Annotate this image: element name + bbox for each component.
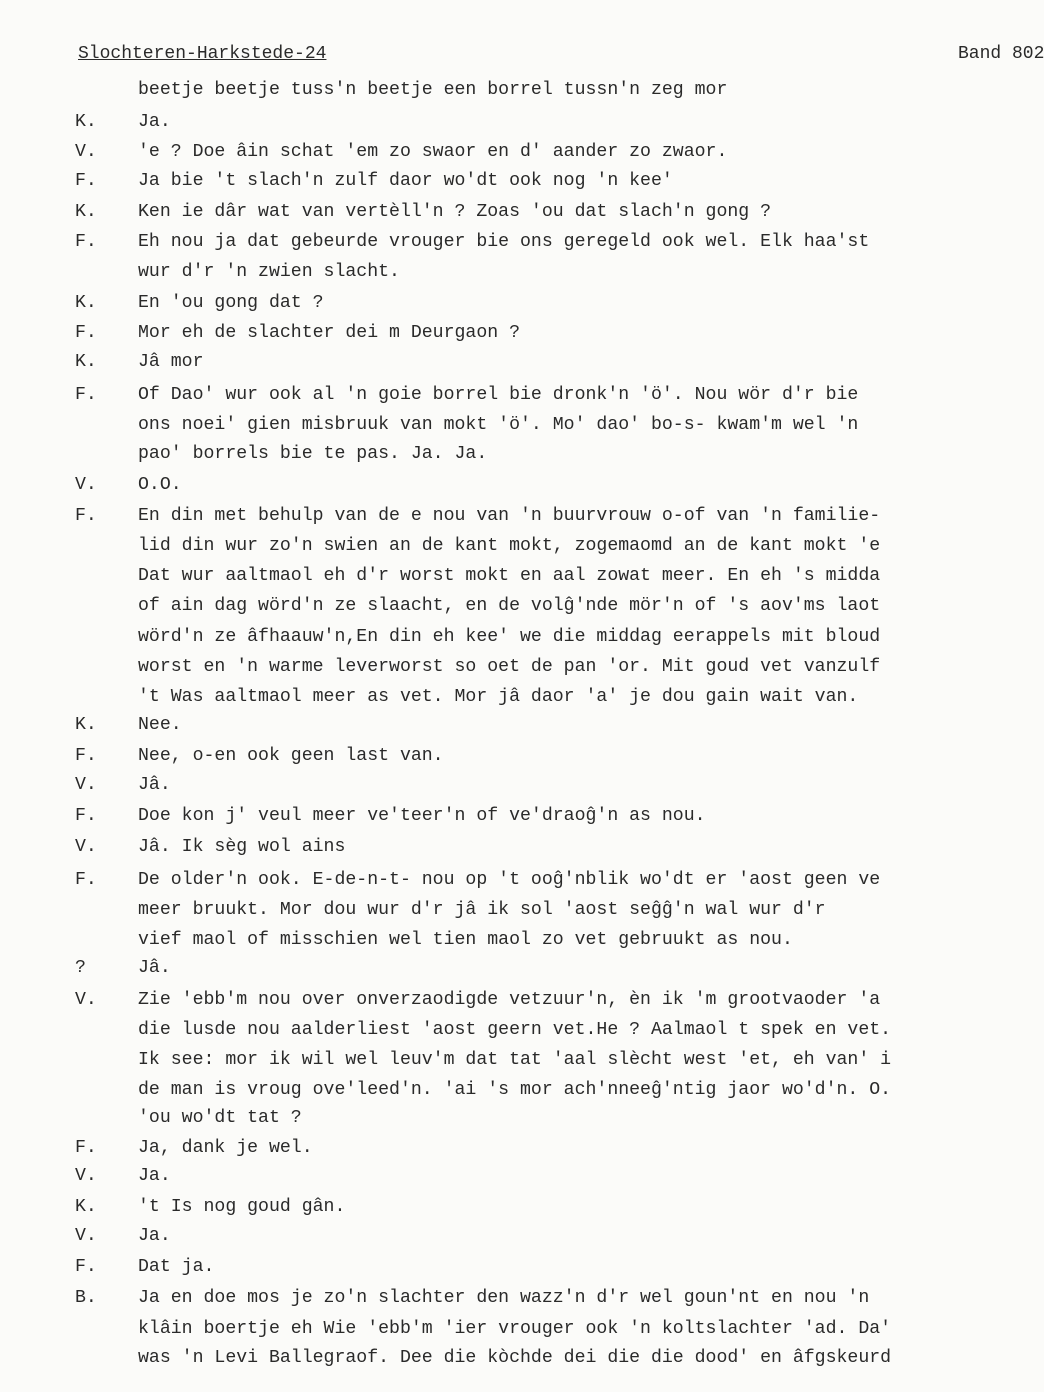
line-text: Jâ mor bbox=[138, 352, 204, 372]
line-text: Ken ie dâr wat van vertèll'n ? Zoas 'ou dat slach'n gong ? bbox=[138, 202, 772, 222]
transcript-line bbox=[0, 562, 979, 590]
page-header bbox=[78, 44, 1044, 72]
line-text: ons noei' gien misbruuk van mokt 'ö'. Mo' dao' bo-s- kwam'm wel 'n bbox=[138, 415, 859, 435]
line-text: Ja. bbox=[138, 1226, 171, 1246]
transcript-line bbox=[0, 319, 979, 347]
transcript-line bbox=[0, 198, 979, 226]
line-text: 't Was aaltmaol meer as vet. Mor jâ daor 'a' je dou gain wait van. bbox=[138, 687, 859, 707]
line-text: Ja en doe mos je zo'n slachter den wazz'n d'r wel goun'nt en nou 'n bbox=[138, 1288, 870, 1308]
line-text: Jâ. bbox=[138, 775, 171, 795]
line-text: wur d'r 'n zwien slacht. bbox=[138, 262, 400, 282]
document-title: Slochteren-Harkstede-24 bbox=[78, 44, 327, 64]
speaker-label: F. bbox=[75, 171, 97, 191]
transcript-line bbox=[0, 592, 979, 620]
transcript-line bbox=[0, 440, 979, 468]
transcript-line bbox=[0, 926, 979, 954]
speaker-label: K. bbox=[75, 715, 97, 735]
transcript-line bbox=[0, 1284, 979, 1312]
line-text: De older'n ook. E-de-n-t- nou op 't ooĝ'nblik wo'dt er 'aost geen ve bbox=[138, 870, 881, 890]
line-text: Doe kon j' veul meer ve'teer'n of ve'draoĝ'n as nou. bbox=[138, 806, 706, 826]
speaker-label: V. bbox=[75, 1226, 97, 1246]
speaker-label: F. bbox=[75, 385, 97, 405]
transcript-line bbox=[0, 1162, 979, 1190]
line-text: Zie 'ebb'm nou over onverzaodigde vetzuur'n, èn ik 'm grootvaoder 'a bbox=[138, 990, 881, 1010]
line-text: O.O. bbox=[138, 475, 182, 495]
line-text: Of Dao' wur ook al 'n goie borrel bie dronk'n 'ö'. Nou wör d'r bie bbox=[138, 385, 859, 405]
transcript-line bbox=[0, 986, 979, 1014]
speaker-label: F. bbox=[75, 1138, 97, 1158]
speaker-label: V. bbox=[75, 475, 97, 495]
line-text: beetje beetje tuss'n beetje een borrel tussn'n zeg mor bbox=[138, 80, 728, 100]
line-text: 'e ? Doe âin schat 'em zo swaor en d' aander zo zwaor. bbox=[138, 142, 728, 162]
transcript-line bbox=[0, 802, 979, 830]
transcript-line bbox=[0, 771, 979, 799]
speaker-label: F. bbox=[75, 806, 97, 826]
line-text: klâin boertje eh Wie 'ebb'm 'ier vrouger ook 'n koltslachter 'ad. Da' bbox=[138, 1319, 892, 1339]
speaker-label: V. bbox=[75, 990, 97, 1010]
line-text: En din met behulp van de e nou van 'n buurvrouw o-of van 'n familie- bbox=[138, 506, 881, 526]
line-text: die lusde nou aalderliest 'aost geern vet.He ? Aalmaol t spek en vet. bbox=[138, 1020, 892, 1040]
line-text: Jâ. bbox=[138, 958, 171, 978]
transcript-line bbox=[0, 1104, 979, 1132]
speaker-label: F. bbox=[75, 870, 97, 890]
line-text: Ja. bbox=[138, 1166, 171, 1186]
line-text: Nee, o-en ook geen last van. bbox=[138, 746, 444, 766]
transcript-line bbox=[0, 228, 979, 256]
transcript-line bbox=[0, 653, 979, 681]
transcript-line bbox=[0, 833, 979, 861]
line-text: Ik see: mor ik wil wel leuv'm dat tat 'aal slècht west 'et, eh van' i bbox=[138, 1050, 892, 1070]
line-text: was 'n Levi Ballegraof. Dee die kòchde dei die die dood' en âfgskeurd bbox=[138, 1348, 892, 1368]
transcript-line bbox=[0, 348, 979, 376]
line-text: vief maol of misschien wel tien maol zo vet gebruukt as nou. bbox=[138, 930, 793, 950]
transcript-line bbox=[0, 1016, 979, 1044]
speaker-label: ? bbox=[75, 958, 86, 978]
line-text: de man is vroug ove'leed'n. 'ai 's mor ach'nneeĝ'ntig jaor wo'd'n. O. bbox=[138, 1080, 892, 1100]
transcript-line bbox=[0, 167, 979, 195]
transcript-line bbox=[0, 532, 979, 560]
transcript-line bbox=[0, 411, 979, 439]
transcript-line bbox=[0, 258, 979, 286]
transcript-line bbox=[0, 138, 979, 166]
line-text: lid din wur zo'n swien an de kant mokt, zogemaomd an de kant mokt 'e bbox=[138, 536, 881, 556]
transcript-line bbox=[0, 502, 979, 530]
line-text: Ja, dank je wel. bbox=[138, 1138, 313, 1158]
speaker-label: F. bbox=[75, 323, 97, 343]
line-text: wörd'n ze âfhaauw'n,En din eh kee' we die middag eerappels mit bloud bbox=[138, 627, 881, 647]
line-text: Dat ja. bbox=[138, 1257, 215, 1277]
transcript-line bbox=[0, 1193, 979, 1221]
transcript-line bbox=[0, 623, 979, 651]
line-text: worst en 'n warme leverworst so oet de pan 'or. Mit goud vet vanzulf bbox=[138, 657, 881, 677]
transcript-line bbox=[0, 1222, 979, 1250]
line-text: En 'ou gong dat ? bbox=[138, 293, 324, 313]
speaker-label: V. bbox=[75, 1166, 97, 1186]
transcript-line bbox=[0, 381, 979, 409]
transcript-line bbox=[0, 108, 979, 136]
band-number: Band 802 bbox=[958, 44, 1044, 64]
speaker-label: F. bbox=[75, 506, 97, 526]
line-text: Ja bie 't slach'n zulf daor wo'dt ook nog 'n kee' bbox=[138, 171, 673, 191]
line-text: 't Is nog goud gân. bbox=[138, 1197, 346, 1217]
speaker-label: B. bbox=[75, 1288, 97, 1308]
transcript-line bbox=[0, 1046, 979, 1074]
line-text: 'ou wo'dt tat ? bbox=[138, 1108, 302, 1128]
transcript-line bbox=[0, 711, 979, 739]
speaker-label: V. bbox=[75, 837, 97, 857]
transcript-line bbox=[0, 683, 979, 711]
line-text: Mor eh de slachter dei m Deurgaon ? bbox=[138, 323, 520, 343]
transcript-line bbox=[0, 76, 979, 104]
transcript-line bbox=[0, 1076, 979, 1104]
speaker-label: V. bbox=[75, 142, 97, 162]
transcript-line bbox=[0, 289, 979, 317]
line-text: Nee. bbox=[138, 715, 182, 735]
speaker-label: F. bbox=[75, 1257, 97, 1277]
transcript-line bbox=[0, 742, 979, 770]
transcript-line bbox=[0, 866, 979, 894]
transcript-line bbox=[0, 1134, 979, 1162]
line-text: pao' borrels bie te pas. Ja. Ja. bbox=[138, 444, 488, 464]
speaker-label: K. bbox=[75, 202, 97, 222]
transcript-line bbox=[0, 1253, 979, 1281]
speaker-label: F. bbox=[75, 232, 97, 252]
line-text: meer bruukt. Mor dou wur d'r jâ ik sol 'aost seĝĝ'n wal wur d'r bbox=[138, 900, 826, 920]
transcript-line bbox=[0, 1315, 979, 1343]
transcript-line bbox=[0, 896, 979, 924]
line-text: Jâ. Ik sèg wol ains bbox=[138, 837, 346, 857]
speaker-label: V. bbox=[75, 775, 97, 795]
speaker-label: F. bbox=[75, 746, 97, 766]
transcript-line bbox=[0, 1344, 979, 1372]
speaker-label: K. bbox=[75, 293, 97, 313]
line-text: Dat wur aaltmaol eh d'r worst mokt en aal zowat meer. En eh 's midda bbox=[138, 566, 881, 586]
line-text: Ja. bbox=[138, 112, 171, 132]
transcript-line bbox=[0, 954, 979, 982]
line-text: Eh nou ja dat gebeurde vrouger bie ons geregeld ook wel. Elk haa'st bbox=[138, 232, 870, 252]
speaker-label: K. bbox=[75, 1197, 97, 1217]
transcript-line bbox=[0, 471, 979, 499]
speaker-label: K. bbox=[75, 352, 97, 372]
speaker-label: K. bbox=[75, 112, 97, 132]
line-text: of ain dag wörd'n ze slaacht, en de volĝ'nde mör'n of 's aov'ms laot bbox=[138, 596, 881, 616]
